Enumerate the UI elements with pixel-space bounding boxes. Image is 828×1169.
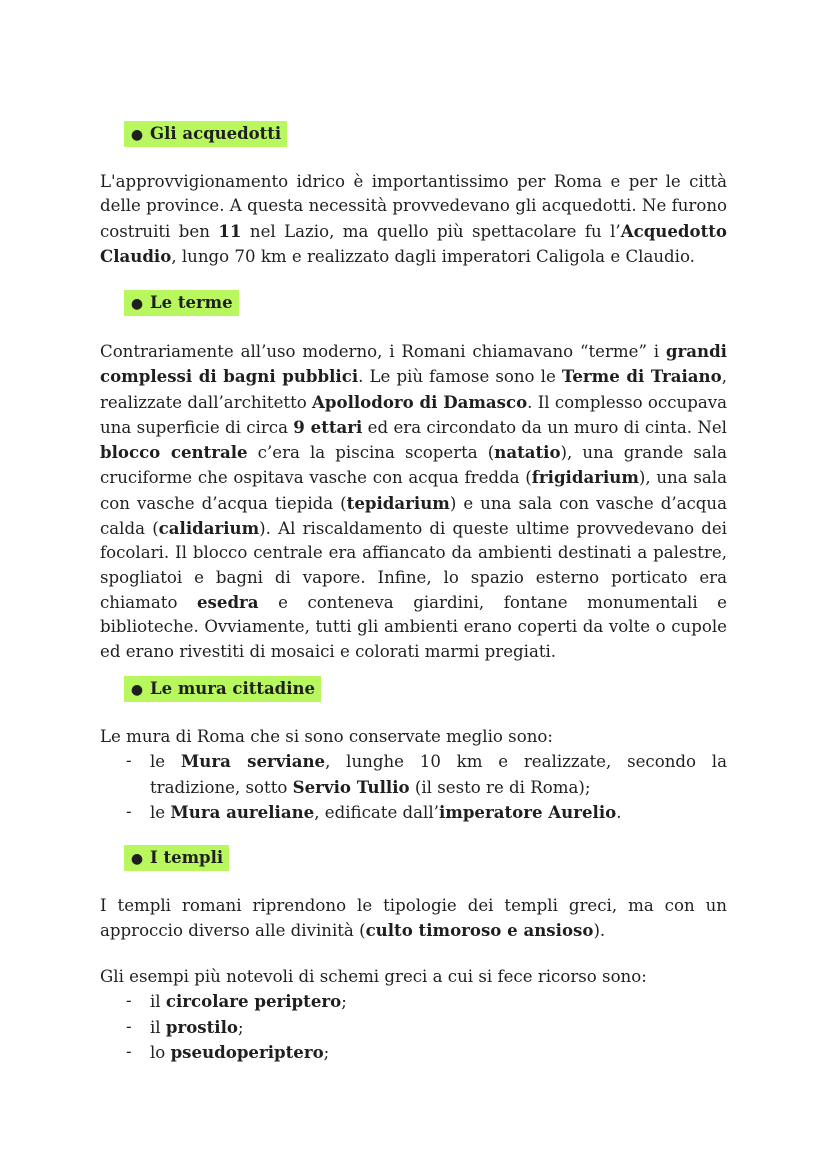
bold-run: calidarium bbox=[158, 518, 260, 539]
bold-run: grandi complessi di bagni pubblici bbox=[100, 341, 727, 387]
section-body-templi-examples bbox=[100, 965, 727, 1065]
text-run: ), una grande sala cruciforme che ospitava vasche con acqua fredda ( bbox=[100, 443, 727, 488]
heading-text: Gli acquedotti bbox=[150, 124, 282, 143]
text-run: , edificate dall’ bbox=[314, 802, 439, 822]
text-run: , lungo 70 km e realizzato dagli imperatori Caligola e Claudio. bbox=[171, 246, 695, 266]
text-run: il bbox=[150, 992, 166, 1012]
list-intro: Le mura di Roma che si sono conservate meglio sono: bbox=[100, 727, 553, 746]
bold-run: Mura aureliane bbox=[170, 801, 315, 822]
list-item bbox=[100, 989, 727, 1014]
bold-run: tepidarium bbox=[346, 492, 450, 513]
text-run: . Il complesso occupava una superficie di circa bbox=[100, 392, 727, 437]
text-run: le bbox=[150, 802, 171, 822]
text-run: L'approvvigionamento idrico è importantissimo per Roma e per le città delle province. A questa necessità provvedevano gli acquedotti. Ne furono costruiti ben bbox=[100, 172, 727, 241]
text-run: e conteneva giardini, fontane monumentali e biblioteche. Ovviamente, tutti gli ambienti erano coperti da volte o cupole ed erano rivestiti di mosaici e colorati marmi pregiati. bbox=[100, 592, 727, 661]
bold-run: esedra bbox=[197, 591, 259, 612]
section-heading-mura bbox=[124, 676, 321, 702]
text-run: il bbox=[150, 1017, 166, 1037]
text-run: ), una sala con vasche d’acqua tiepida ( bbox=[100, 468, 727, 513]
list-item bbox=[100, 1040, 727, 1065]
text-run: , realizzate dall’architetto bbox=[100, 367, 727, 412]
text-run: ; bbox=[323, 1042, 330, 1062]
section-body-mura bbox=[100, 725, 727, 825]
bullet-icon: ● bbox=[130, 682, 144, 698]
paragraph-templi bbox=[100, 894, 727, 944]
text-run: ed era circondato da un muro di cinta. Nel bbox=[362, 417, 727, 437]
text-run: (il sesto re di Roma); bbox=[409, 777, 591, 797]
bold-run: Servio Tullio bbox=[292, 776, 410, 797]
text-run: . Le più famose sono le bbox=[358, 367, 562, 387]
bold-run: circolare periptero bbox=[165, 991, 342, 1012]
bold-run: frigidarium bbox=[531, 467, 639, 488]
section-heading-terme bbox=[124, 290, 239, 316]
bold-run: imperatore Aurelio bbox=[438, 801, 617, 822]
text-run: lo bbox=[150, 1042, 171, 1062]
bold-run: Mura serviane bbox=[180, 751, 326, 772]
list-item bbox=[100, 1015, 727, 1040]
text-run: ). bbox=[593, 921, 606, 941]
list-intro: Gli esempi più notevoli di schemi greci a cui si fece ricorso sono: bbox=[100, 967, 647, 986]
bold-run: pseudoperiptero bbox=[170, 1041, 324, 1062]
paragraph-terme bbox=[100, 339, 727, 664]
bold-run: Apollodoro di Damasco bbox=[312, 391, 528, 412]
list-item bbox=[100, 749, 727, 800]
text-run: c’era la piscina scoperta ( bbox=[247, 443, 495, 463]
heading-text: I templi bbox=[150, 848, 224, 867]
bullet-icon: ● bbox=[130, 296, 144, 312]
dash-list bbox=[100, 989, 727, 1065]
bold-run: 11 bbox=[218, 220, 242, 241]
bold-run: blocco centrale bbox=[100, 442, 248, 463]
bold-run: natatio bbox=[494, 442, 561, 463]
bullet-icon: ● bbox=[130, 851, 144, 867]
text-run: le bbox=[150, 752, 181, 772]
list-item bbox=[100, 800, 727, 825]
text-run: ) e una sala con vasche d’acqua calda ( bbox=[100, 493, 727, 539]
text-run: , lunghe 10 km e realizzate, secondo la tradizione, sotto bbox=[150, 752, 727, 797]
text-run: ; bbox=[238, 1017, 244, 1037]
text-run: ; bbox=[341, 992, 347, 1012]
text-run: nel Lazio, ma quello più spettacolare fu l’ bbox=[241, 221, 621, 241]
bold-run: prostilo bbox=[165, 1016, 238, 1037]
paragraph-acquedotti bbox=[100, 170, 727, 269]
text-run: ). Al riscaldamento di queste ultime provvedevano dei focolari. Il blocco centrale era affiancato da ambienti destinati a palestre, spogliatoi e bagni di vapore. Infine, lo spazio esterno porticato era chiamato bbox=[100, 519, 727, 612]
text-run: Contrariamente all’uso moderno, i Romani chiamavano “terme” i bbox=[100, 342, 666, 361]
bold-run: culto timoroso e ansioso bbox=[365, 920, 594, 941]
dash-list bbox=[100, 749, 727, 825]
bullet-icon: ● bbox=[130, 127, 144, 143]
bold-run: Acquedotto Claudio bbox=[100, 220, 727, 266]
section-heading-acquedotti bbox=[124, 121, 287, 147]
text-run: . bbox=[616, 802, 622, 822]
heading-text: Le terme bbox=[150, 293, 233, 312]
bold-run: 9 ettari bbox=[293, 416, 363, 437]
section-heading-templi bbox=[124, 845, 229, 871]
text-run: I templi romani riprendono le tipologie dei templi greci, ma con un approccio diverso alle divinità ( bbox=[100, 896, 727, 941]
bold-run: Terme di Traiano bbox=[561, 366, 722, 387]
heading-text: Le mura cittadine bbox=[150, 679, 315, 698]
